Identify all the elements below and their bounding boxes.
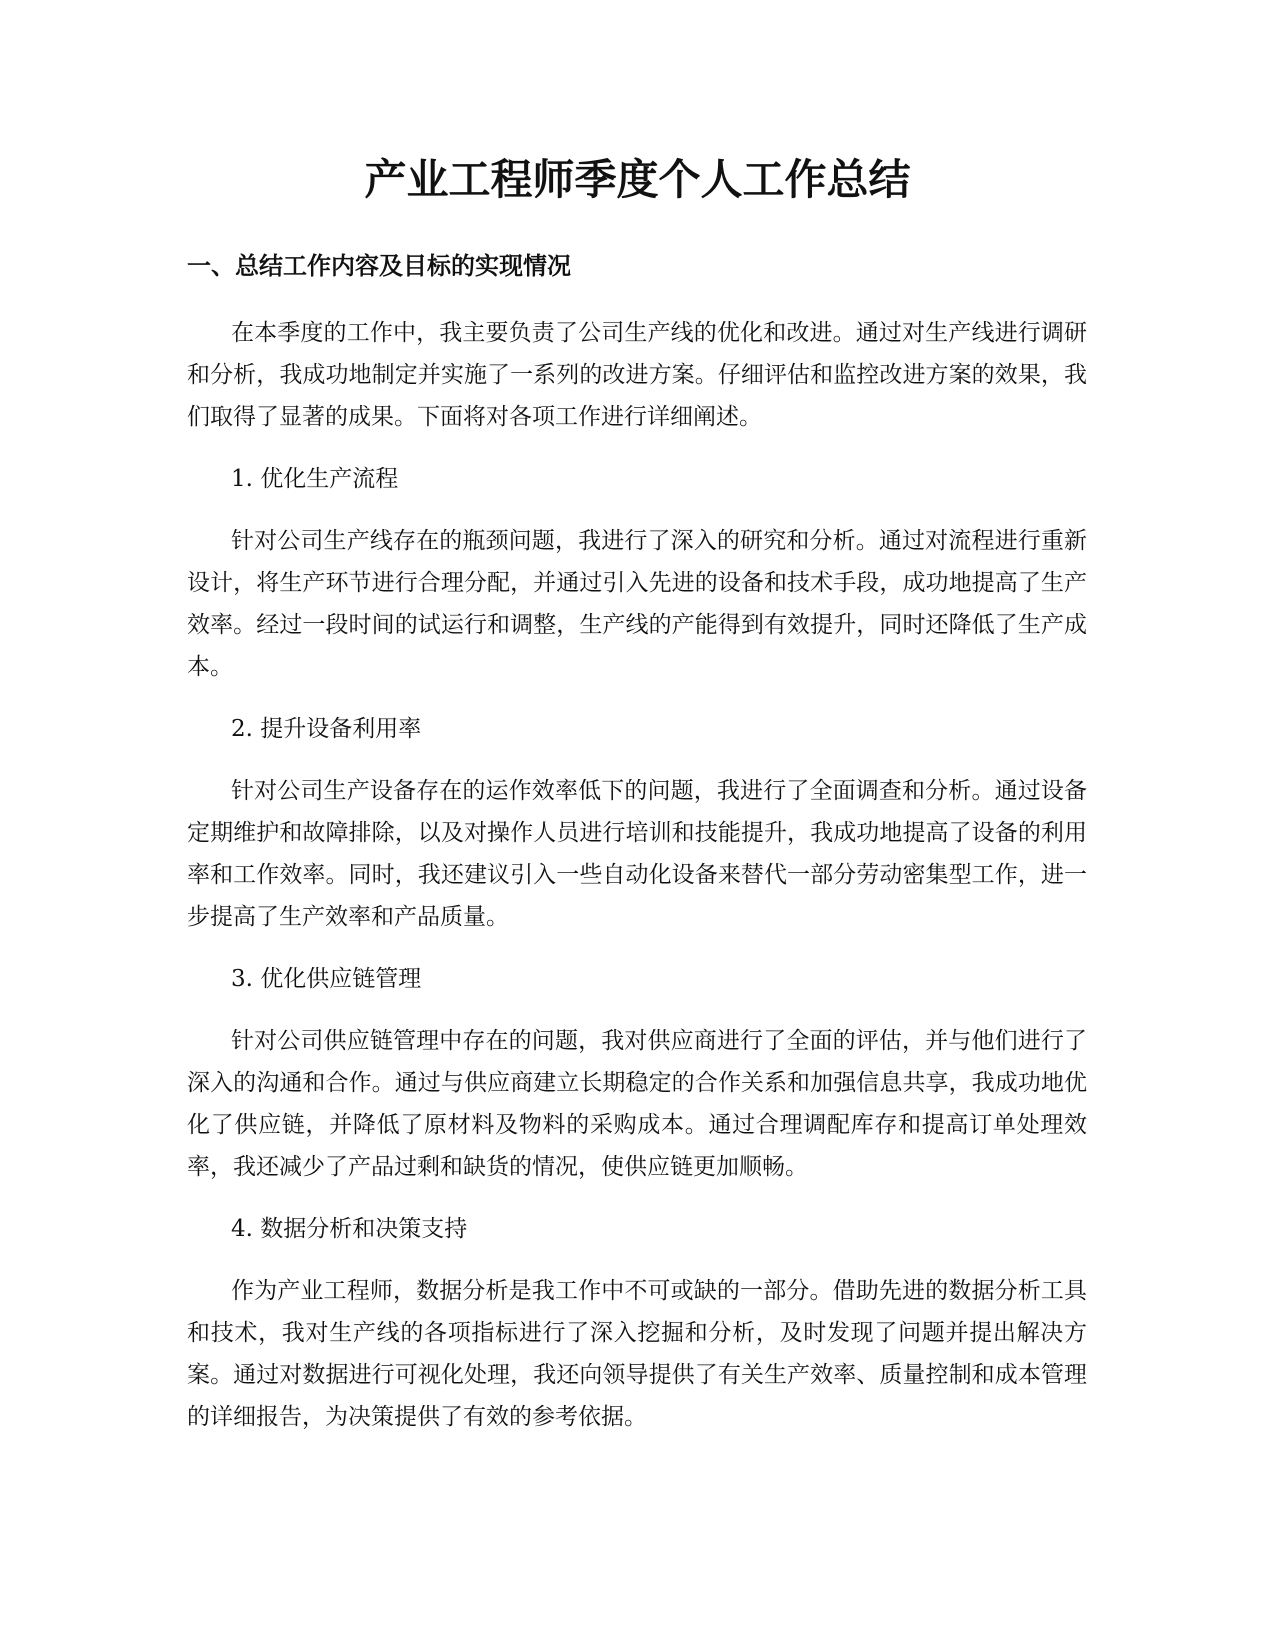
- intro-paragraph: 在本季度的工作中，我主要负责了公司生产线的优化和改进。通过对生产线进行调研和分析，我成功地制定并实施了一系列的改进方案。仔细评估和监控改进方案的效果，我们取得了显著的成果。下面将对各项工作进行详细阐述。: [187, 320, 1087, 430]
- item-body-2: 针对公司生产设备存在的运作效率低下的问题，我进行了全面调查和分析。通过设备定期维护和故障排除，以及对操作人员进行培训和技能提升，我成功地提高了设备的利用率和工作效率。同时，我还建议引入一些自动化设备来替代一部分劳动密集型工作，进一步提高了生产效率和产品质量。: [187, 778, 1087, 930]
- item-heading-3: 3. 优化供应链管理: [231, 966, 422, 992]
- item-body-3: 针对公司供应链管理中存在的问题，我对供应商进行了全面的评估，并与他们进行了深入的沟通和合作。通过与供应商建立长期稳定的合作关系和加强信息共享，我成功地优化了供应链，并降低了原材料及物料的采购成本。通过合理调配库存和提高订单处理效率，我还减少了产品过剩和缺货的情况，使供应链更加顺畅。: [187, 1028, 1087, 1180]
- item-body-4: 作为产业工程师，数据分析是我工作中不可或缺的一部分。借助先进的数据分析工具和技术，我对生产线的各项指标进行了深入挖掘和分析，及时发现了问题并提出解决方案。通过对数据进行可视化处理，我还向领导提供了有关生产效率、质量控制和成本管理的详细报告，为决策提供了有效的参考依据。: [187, 1278, 1087, 1430]
- document-body: [187, 312, 1087, 1458]
- item-heading-4: 4. 数据分析和决策支持: [231, 1216, 468, 1242]
- document-title: 产业工程师季度个人工作总结: [364, 155, 911, 204]
- item-body-1: 针对公司生产线存在的瓶颈问题，我进行了深入的研究和分析。通过对流程进行重新设计，将生产环节进行合理分配，并通过引入先进的设备和技术手段，成功地提高了生产效率。经过一段时间的试运行和调整，生产线的产能得到有效提升，同时还降低了生产成本。: [187, 528, 1087, 680]
- section-heading: 一、总结工作内容及目标的实现情况: [187, 252, 571, 280]
- item-heading-1: 1. 优化生产流程: [231, 466, 399, 492]
- item-heading-2: 2. 提升设备利用率: [231, 716, 422, 742]
